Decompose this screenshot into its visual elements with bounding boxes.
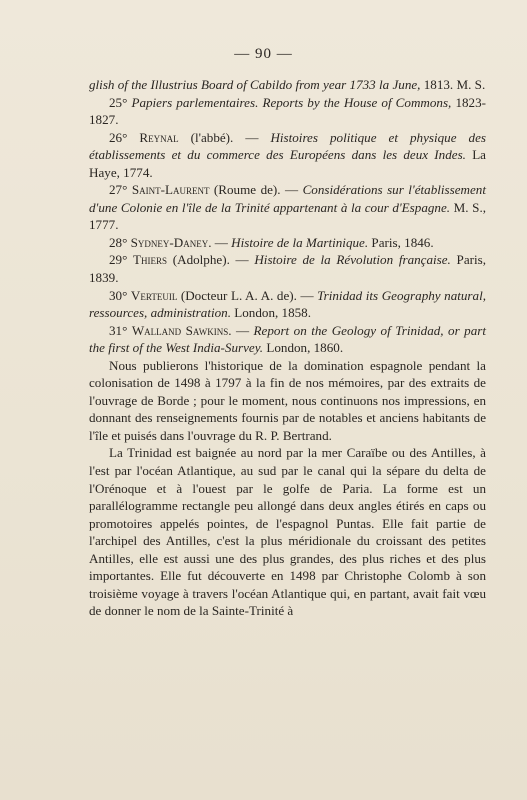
entry-author: Thiers xyxy=(133,252,168,268)
bibliography-entry xyxy=(89,322,486,357)
entry-imprint: Paris, 1839. xyxy=(89,252,487,286)
entry-text: (Roume de). — xyxy=(209,182,303,198)
page-number: — 90 — xyxy=(234,46,293,62)
entry-number: 31° xyxy=(109,322,128,338)
bibliography-entry xyxy=(89,76,486,94)
entry-imprint: La Haye, 1774. xyxy=(89,147,486,180)
entry-imprint: 1813. M. S. xyxy=(420,77,486,92)
entry-imprint: London, 1858. xyxy=(230,305,311,321)
bibliography-entry xyxy=(89,287,486,322)
entry-number: 27° xyxy=(109,182,128,198)
bibliography-entry xyxy=(89,94,486,129)
bibliography-entry xyxy=(89,129,486,182)
entry-author: Reynal xyxy=(139,129,179,145)
bibliography-entry xyxy=(89,251,486,286)
bibliography-entry xyxy=(89,181,486,234)
entry-imprint: 1823-1827. xyxy=(89,94,486,128)
entry-title: Papiers parlementaires. Reports by the House of Commons, xyxy=(131,94,452,110)
entry-title: Histoire de la Révolution française. xyxy=(254,252,451,268)
entry-author: Sydney-Daney xyxy=(130,234,209,250)
entry-title: Trinidad its Geography natural, ressources, administration. xyxy=(89,287,486,321)
entry-title: glish of the Illustrius Board of Cabildo from year 1733 la June, xyxy=(89,77,421,92)
entry-imprint: Paris, 1846. xyxy=(368,234,434,250)
bibliography-entry xyxy=(89,234,486,252)
entry-text: . — xyxy=(208,234,232,250)
entry-title: Histoire de la Martinique. xyxy=(231,234,369,250)
entry-number: 30° xyxy=(109,287,128,303)
entry-author: Walland Sawkins xyxy=(131,322,229,338)
entry-author: Saint-Laurent xyxy=(131,182,210,198)
entry-number: 29° xyxy=(109,252,128,268)
entry-title: Considérations sur l'établissement d'une Colonie en l'île de la Trinité appartenant à la cour d'Espagne. xyxy=(89,182,486,215)
entry-text: (l'abbé). — xyxy=(178,129,271,145)
entry-number: 26° xyxy=(109,129,128,145)
entry-number: 25° xyxy=(109,94,128,110)
body-paragraph: Nous publierons l'historique de la domination espagnole pendant la colonisation de 1498 à 1797 à la fin de nos mémoires, par des extraits de l'ouvrage de Borde ; pour le moment, nous continuons nos impressions, en donnant des renseignements fournis par de notables et anciens habitants de l'île et puisés dans l'ouvrage du R. P. Bertrand. xyxy=(89,357,486,443)
entry-imprint: M. S., 1777. xyxy=(89,199,486,233)
page-body xyxy=(89,76,486,620)
entry-number: 28° xyxy=(109,234,128,250)
entry-text: (Docteur L. A. A. de). — xyxy=(177,287,318,303)
entry-title: Histoires politique et physique des établissements et du commerce des Européens dans les deux Indes. xyxy=(89,129,487,163)
entry-text: (Adolphe). — xyxy=(167,252,255,268)
body-paragraph: La Trinidad est baignée au nord par la mer Caraïbe ou des Antilles, à l'est par l'océan Atlantique, au sud par le canal qui la sépare du delta de l'Orénoque et à l'ouest par le golfe de Paria. La forme est un parallélogramme rectangle peu allongé dans deux angles étirés en caps ou promotoires appelés pointes, de l'espagnol Puntas. Elle fait partie de l'archipel des Antilles, c'est la plus méridionale du croissant des petites Antilles, elle est aussi une des plus grandes, des plus riches et des plus importantes. Elle fut découverte en 1498 par Christophe Colomb à son troisième voyage à travers l'océan Atlantique qui, en partant, avait fait vœu de donner le nom de la Sainte-Trinité à xyxy=(89,445,486,619)
entry-text: . — xyxy=(228,322,254,338)
entry-imprint: London, 1860. xyxy=(263,340,344,356)
entry-title: Report on the Geology of Trinidad, or part the first of the West India-Survey. xyxy=(89,322,487,356)
entry-author: Verteuil xyxy=(130,287,178,303)
